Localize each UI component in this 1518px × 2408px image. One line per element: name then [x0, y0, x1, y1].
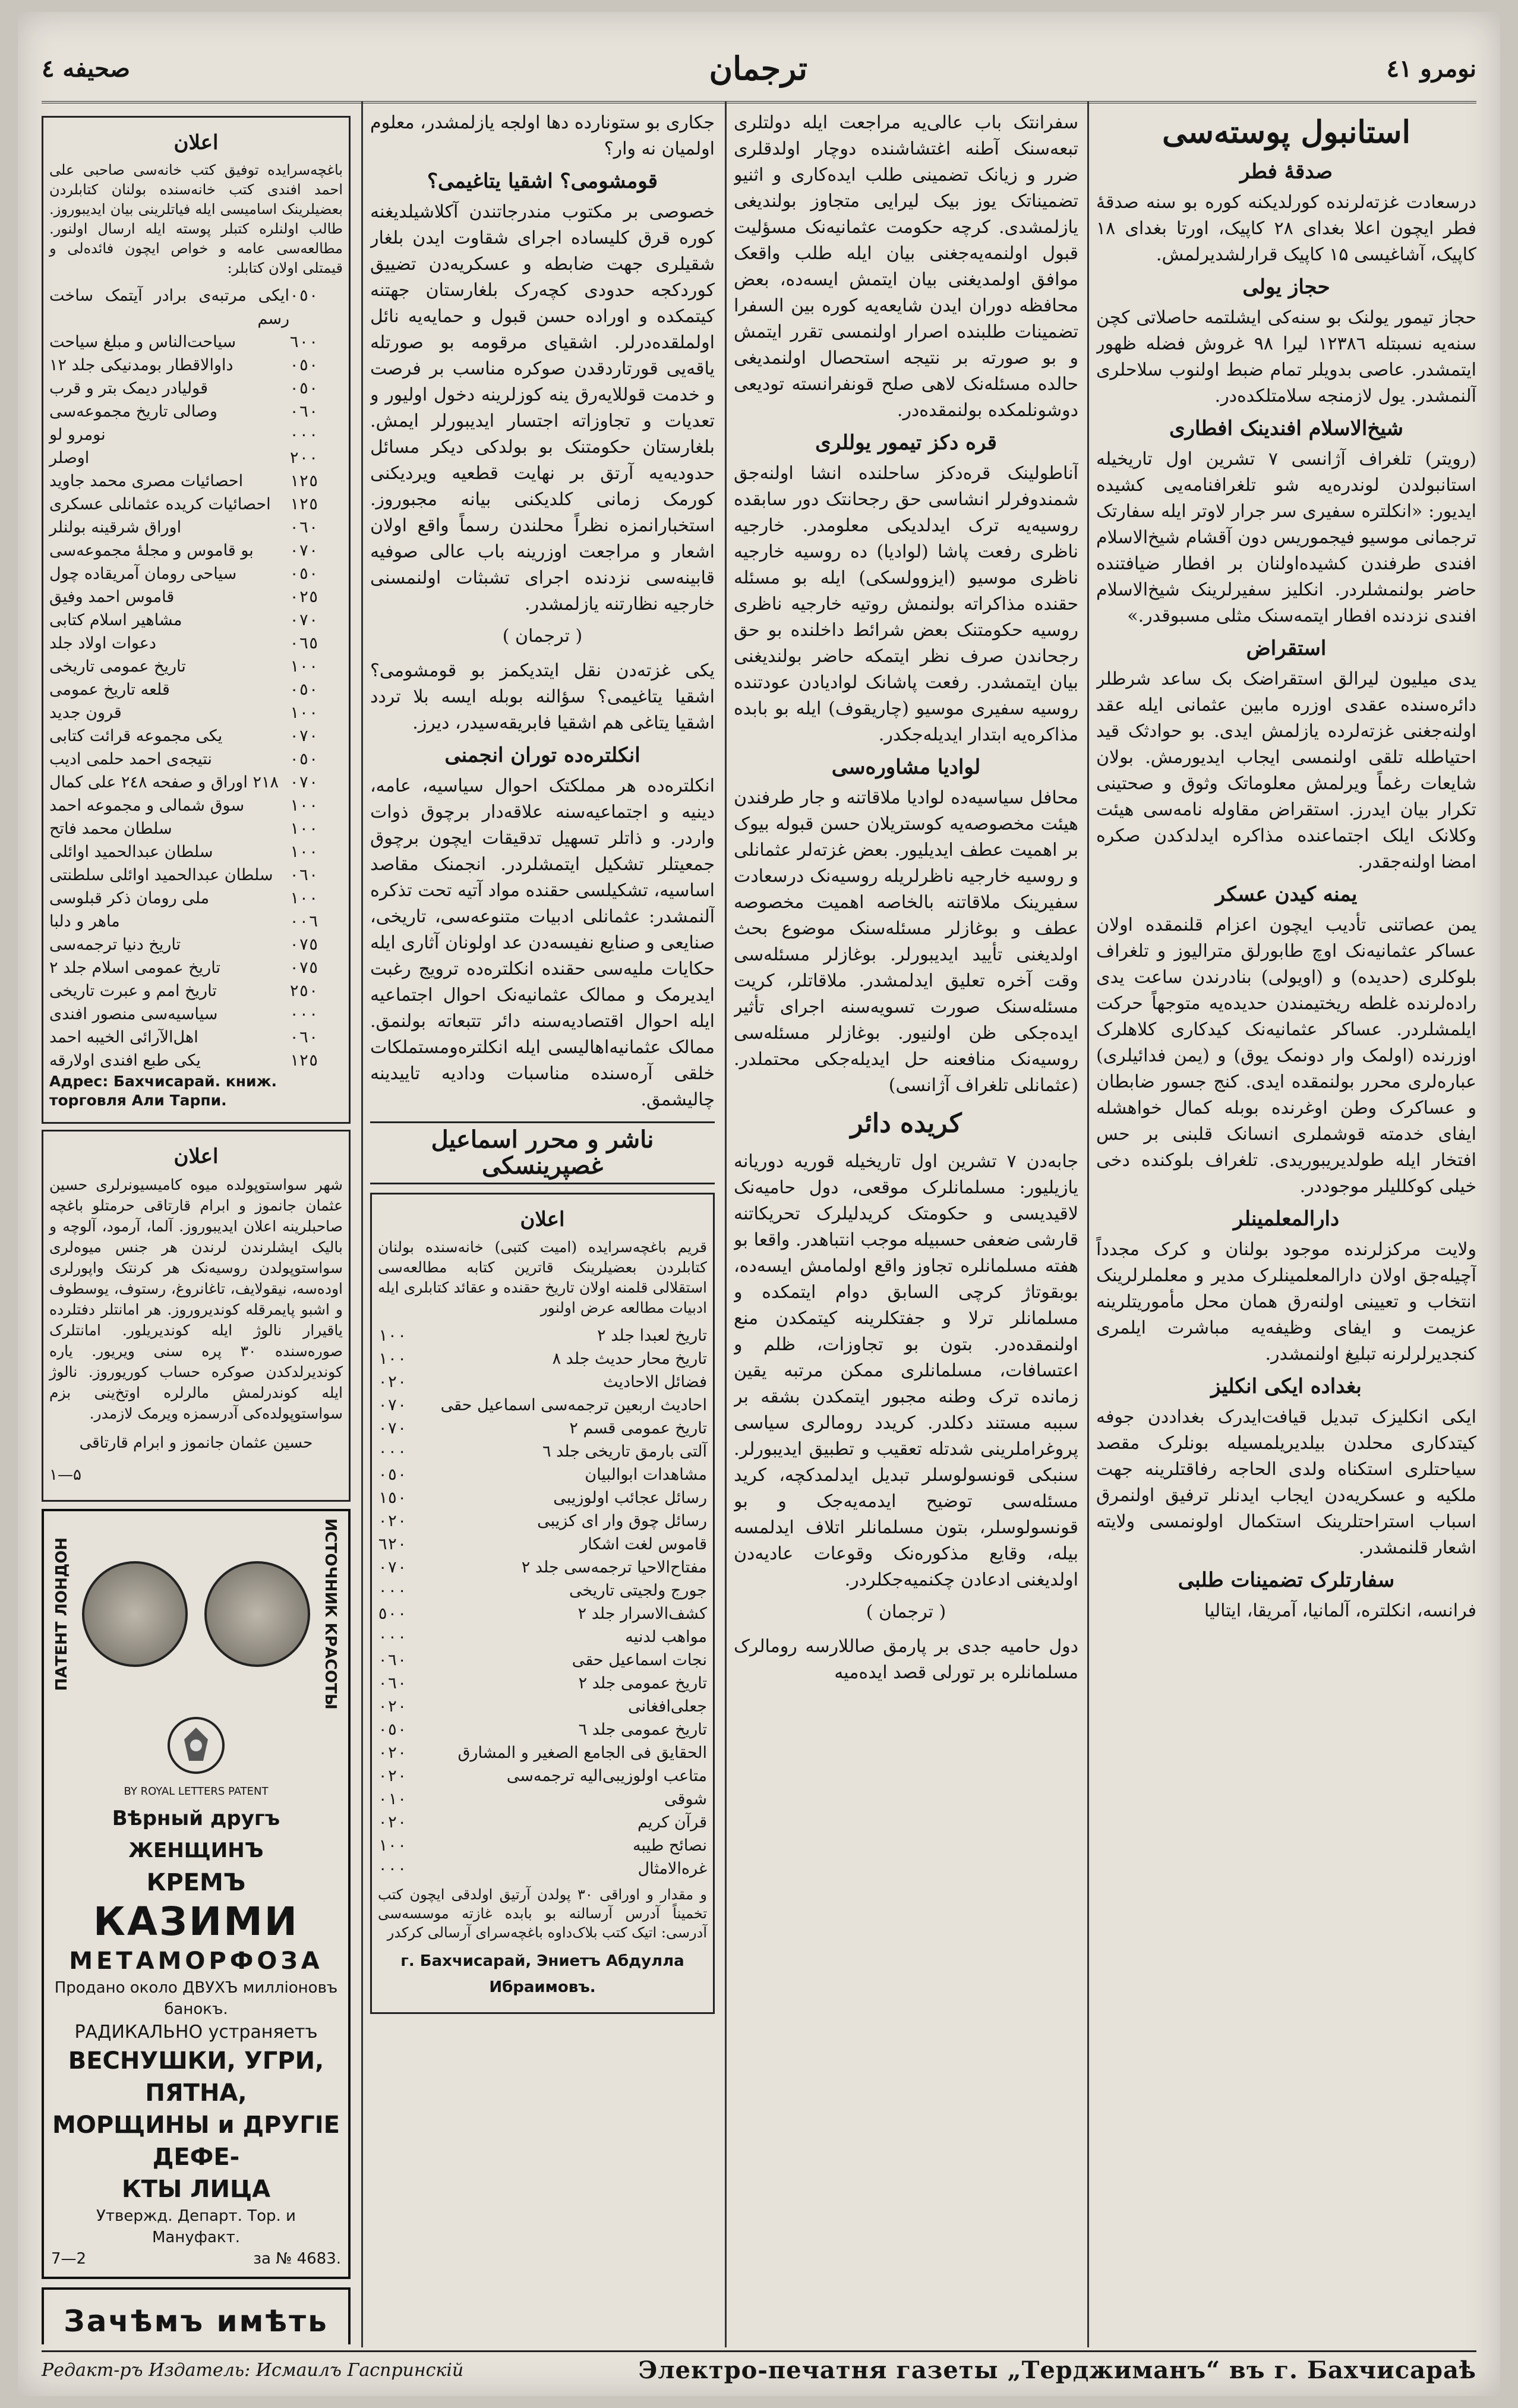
item-price: ۲٥۰ [289, 982, 318, 1000]
column-commentary [370, 110, 715, 2344]
item-price: ۰۲۰ [378, 1697, 407, 1716]
item-title: بو قاموس و مجلهٔ مجموعه‌سی [49, 541, 254, 560]
item-title: آلتی بارمق تاریخی جلد ٦ [542, 1442, 707, 1461]
item-price: ۰٥۰ [289, 680, 318, 699]
section-heading: دارالمعلمینلر [1233, 1207, 1340, 1231]
item-price: ۰٦۰ [289, 866, 318, 884]
list-item [378, 1463, 707, 1486]
section-heading: بغداده ایکی انکلیز [1211, 1375, 1362, 1398]
list-item [49, 284, 343, 330]
item-title: مشاهدات ابوالبیان [585, 1465, 707, 1484]
list-item [378, 1417, 707, 1440]
section-heading: سفارتلرک تضمینات طلبی [1178, 1568, 1395, 1592]
crete-heading: کریده دائر [850, 1108, 962, 1139]
brand-sub: МЕТАМОРФОЗА [69, 1947, 323, 1975]
sold-line: Продано около ДВУХЪ милліоновъ банокъ. [54, 1978, 338, 2018]
paragraph: یکی غزته‌دن نقل ایتدیکمز بو قومشومی؟ اشقیا یتاغیمی؟ سؤالنه بوبله ایسه بلا تردد اشقیا یتاغی هم اشقیا فابریقه‌سیدر، دیرز. [370, 660, 715, 733]
ad-address: г. Бахчисарай, Эниетъ Абдулла Ибраимовъ. [400, 1952, 684, 1996]
ad-address: Адрес: Бахчисарай. книж. торговля Али Тарпи. [49, 1073, 277, 1109]
item-title: تاریخ عمومی قسم ۲ [569, 1419, 707, 1438]
section-heading: صدقهٔ فطر [1240, 160, 1333, 184]
paper-name: ترجمان [709, 49, 807, 87]
item-title: سلطان عبدالحمید اوائلی سلطنتی [49, 866, 273, 884]
column-rule [361, 101, 363, 2347]
item-price: ۰۲۰ [378, 1512, 407, 1530]
item-title: تاریخ محار حدیث جلد ٨ [552, 1350, 707, 1368]
item-price: ۰۲٥ [289, 588, 318, 606]
item-price: ۲۰۰ [289, 449, 318, 467]
list-item [378, 1370, 707, 1394]
item-price: ۰۰۰ [378, 1628, 407, 1646]
item-title: ۲۱۸ اوراق و صفحه ۲٤۸ علی کمال [49, 773, 279, 792]
section-text: یمن عصاتنی تأدیب ایچون اعزام قلنمقده اولان عساکر عثمانیه‌نک اوچ طابورلق مترالیوز و تلغراف بلوکلری (حدیده) و (اویولی) بنادرندن ساعت یدی راده‌لرنده غلطه ریختیمندن حدیده‌یه متوجهاً حرکت ایلمشلردر. عساکر عثمانیه‌نک کیدکاری کلاهلرک اوزرنده (اولمک وار دونمک یوق) و (یمن فدائیلری) عباره‌لری محرر بولنمقده ایدی. کنج جسور ضابطان و عساکرک وطن اوغرنده بوبله کمال خواهشله ایفای خدمته قوشملری انسانک قلبنی بر حس افتخار ایله طولدیریبوریدی. تلغراف بلوکنده دخی خیلی کوکللیلر موجوددر. [1096, 915, 1476, 1197]
item-title: مفتاح‌الاحیا ترجمه‌سی جلد ۲ [521, 1558, 707, 1577]
radical-line: РАДИКАЛЬНО устраняетъ [74, 2021, 318, 2043]
item-title: مواهب لدنیه [625, 1628, 707, 1646]
list-item [378, 1509, 707, 1533]
item-price: ۰۷۰ [289, 541, 318, 560]
item-price: ۰۰۰ [378, 1581, 407, 1600]
paragraph: محافل سیاسیه‌ده لوادیا ملاقاتنه و جار طرفندن هیئت مخصوصه‌یه کوستریلان حسن قبوله بیوک بر اهمیت عطف ایدیلیور. بعض غزته‌لر عثمانلی و روسیه خارجیه ناظرلریله روسیه‌نک درسعادت سفیرینک ملاقاتنه بالخاصه اهمیت مخصوصه عطف و بوغازلر مسئله‌سنک موضوع بحث اولدیغنی تأیید ایدیبورلر. بوغازلر مسئله‌سی وقت آخره تعلیق ایدلمشدر. ملاقاتلر، کریت مسئله‌سنک صورت تسویه‌سنه اجرای تأثیر ایده‌جکی ظن اولنیور. بوغازلر مسئله‌سی روسیه‌نک منافعنه حل ایدیله‌جکی محتملدر. (عثمانلی تلغراف آژانسی) [734, 787, 1078, 1096]
item-price: ۰٥۰ [289, 565, 318, 583]
item-title: ماهر و دلبا [49, 912, 120, 931]
produce-ad [42, 1130, 351, 1502]
section-text: حجاز تیمور یولنک بو سنه‌کی ایشلتمه حاصلاتی کچن سنه‌یه نسبتله ۱۲۳۸٦ لیرا ۹۸ غروش فضله ظهور ایتمشدر. عاصی بدویلر تمام ضبط اولنوب سلاحلری آلنمشدر. یول لازمنجه سلامتلکده‌در. [1096, 307, 1476, 406]
crest-row [51, 1710, 341, 1781]
list-item [49, 748, 343, 771]
paragraph: آناطولینک قره‌دکز ساحلنده انشا اولنه‌جق شمندوفرلر انشاسی حق رجحانتک دور سابقده روسیه‌یه ترک ایدلدیکی معلومدر. خارجیه ناظری رفعت پاشا (لوادیا) ده روسیه خارجیه ناظری موسیو (ایزوولسکی) ایله بو مسئله حقنده مذاکراته بولنمش روتیه خارجیه ناظری روسیه حکومتنک بعض شرائط داخلنده بو حق رجحاندن صرف نظر ایتمکه حاضر بولندیغنی بیان ایتمشدر. رفعت پاشانک لوادیادن عودتنده روسیه سفیری موسیو (چاریقوف) ایله بو بابده مذاکره‌یه ابتدار ایدیله‌جکدر. [734, 463, 1078, 745]
kazimi-cream-ad [42, 1509, 351, 2279]
item-title: احصائیات مصری محمد جاوید [49, 472, 244, 490]
section-text: فرانسه، انکلتره، آلمانیا، آمریقا، ایتالیا [1204, 1600, 1476, 1621]
masthead [42, 36, 1476, 103]
item-title: کشف‌الاسرار جلد ۲ [577, 1605, 707, 1623]
section-heading: لوادیا مشاوره‌سی [831, 755, 981, 779]
list-item [378, 1788, 707, 1811]
item-title: قولیادر دیمک بتر و قرب [49, 379, 208, 398]
list-item [49, 377, 343, 400]
item-price: ۰٦٥ [289, 634, 318, 653]
item-title: قرون جدید [49, 704, 122, 722]
section-text: ایکی انکلیزک تبدیل قیافت‌ایدرک بغداددن جوفه کیتدکاری محلدن بیلدیریلمسیله بونلرک مقصد سیاحتلری استکناه ولدی الحاجه رفاقتلرینه جهت ملکیه و عسکریه‌دن ایجاب ایدنلر ترفیق اولنمرق اسباب استراحتلرینک استکمال اولونمسی ولایته اشعار قلنمشدر. [1096, 1407, 1476, 1558]
bookstore-ad [42, 116, 351, 1124]
item-price: ۱۰۰ [378, 1350, 407, 1368]
list-item [49, 863, 343, 887]
paragraph: جکاری بو ستونارده دها اولجه یازلمشدر، معلوم اولمیان نه وار؟ [370, 112, 715, 159]
item-price: ۰٦۰ [378, 1651, 407, 1669]
list-item [49, 609, 343, 632]
section-heading: قومشومی؟ اشقیا یتاغیمی؟ [427, 169, 658, 193]
section-heading: یمنه کیدن عسکر [1215, 882, 1358, 906]
item-price: ۱۰۰ [289, 704, 318, 722]
list-item [378, 1741, 707, 1764]
item-title: داوالاقطار بومدنیکی جلد ۱۲ [49, 356, 233, 374]
list-item [49, 423, 343, 446]
item-price: ۰۷٥ [289, 935, 318, 954]
list-item [49, 1003, 343, 1026]
item-title: یکی مجموعه قرائت کتابی [49, 727, 223, 745]
list-item [49, 400, 343, 423]
item-title: جورج ولجیتی تاریخی [569, 1581, 707, 1600]
list-item [49, 446, 343, 469]
column-ads [42, 110, 351, 2344]
item-title: وصالی تاریخ مجموعه‌سی [49, 402, 217, 421]
list-item [49, 910, 343, 933]
item-price: ۱۰۰ [378, 1326, 407, 1345]
item-title: سیاحت‌الناس و مبلغ سیاحت [49, 333, 236, 351]
list-item [378, 1556, 707, 1579]
item-title: اوراق شرقینه بولنلر [49, 518, 182, 537]
item-title: ایکی مرتبه‌ی برادر آیتمک ساخت رسم [49, 286, 289, 328]
list-item [378, 1347, 707, 1370]
approval-numbers [51, 2248, 341, 2270]
item-title: یکی طبع افندی اولارقه [49, 1051, 201, 1070]
list-item [378, 1394, 707, 1417]
item-price: ۰٦۰ [289, 518, 318, 537]
item-title: نجات اسماعیل حقی [572, 1651, 707, 1669]
item-title: نومرو لو [49, 426, 106, 444]
list-item [49, 585, 343, 609]
item-title: نتیجه‌ی احمد حلمی ادیب [49, 750, 212, 768]
patent-label: ПАТЕНТ ЛОНДОН [53, 1537, 71, 1691]
item-price: ٦۲۰ [378, 1535, 407, 1553]
ad-seal-row [51, 1518, 341, 1710]
item-price: ۰۱۰ [378, 1790, 407, 1808]
price-list [49, 284, 343, 1072]
price-list [378, 1324, 707, 1880]
paragraph: سفرانتک باب عالی‌یه مراجعت ایله دولتلری تبعه‌سنک آطنه اغتشاشنده دوچار اولدقلری ضرر و زیانک تضمینی طلب ایده‌کاری و اثنیو تضمیناتک یوز بیک لیرایی متجاوز بولندیغی یازلمشدی. کرچه حکومت عثمانیه‌نک مسؤلیت قبول اولنمه‌یه‌جغنی بیان ایله طلب واقعک موافق اولمدیغنی بیان ایتمش ایسه‌ده، بعض محافظه دوران ایدن شایعه‌یه کوره بین السفرا تضمینات طلبنده اصرار اولنمسی تقرر ایتمش و بو صورته بر نتیجه استحصال اولنمدیغی حالده مسئله‌نک لاهی صلح قونفرانسته تودیعی دوشونلمکده بولنمقده‌در. [734, 112, 1078, 421]
ad-title: اعلان [173, 1145, 219, 1168]
item-title: تاریخ لعبدا جلد ۲ [597, 1326, 707, 1345]
signature: ( ترجمان ) [502, 626, 583, 647]
list-item [378, 1695, 707, 1718]
item-title: فضائل الاحادیث [603, 1373, 707, 1391]
column-news [734, 110, 1078, 2344]
signature: ( ترجمان ) [866, 1602, 946, 1622]
item-title: سوق شمالی و مجموعه احمد [49, 796, 245, 815]
item-price: ۰٥۰ [378, 1720, 407, 1739]
brand-line [51, 1867, 341, 1945]
item-title: سلطان عبدالحمید اوائلی [49, 843, 213, 861]
portrait-seal-icon [82, 1561, 188, 1667]
item-price: ۰۲۰ [378, 1744, 407, 1762]
ad-slogan: Вѣрный другъ ЖЕНЩИНЪ [112, 1806, 280, 1862]
page-label: صحیفه ٤ [42, 54, 130, 83]
ad-title: اعلان [520, 1208, 565, 1231]
item-title: تاریخ عمومی تاریخی [49, 657, 186, 676]
item-title: غره‌الامثال [638, 1859, 707, 1878]
item-title: قرآن کریم [638, 1813, 707, 1832]
printing-line: Электро-печатня газеты „Терджиманъ“ въ г. Бахчисараѣ [638, 2356, 1476, 2384]
list-item [49, 469, 343, 493]
item-price: ٦۰۰ [289, 333, 318, 351]
item-price: ۰۰۰ [289, 1005, 318, 1023]
list-item [378, 1579, 707, 1602]
list-item [378, 1625, 707, 1649]
list-item [49, 887, 343, 910]
item-price: ۰٦۰ [289, 1028, 318, 1047]
item-price: ۰۲۰ [378, 1767, 407, 1785]
list-item [378, 1834, 707, 1857]
item-price: ۰۰۰ [289, 426, 318, 444]
item-price: ۱۲٥ [289, 495, 318, 513]
item-title: سلطان محمد فاتح [49, 820, 172, 838]
item-price: ۰۷٥ [289, 959, 318, 977]
item-title: شوقی [664, 1790, 707, 1808]
section-heading: شیخ‌الاسلام افندینک افطاری [1169, 417, 1403, 440]
list-item [49, 516, 343, 539]
item-price: ۱٥۰ [378, 1489, 407, 1507]
item-price: ۰۰۰ [378, 1859, 407, 1878]
item-price: ۰٥۰ [289, 356, 318, 374]
item-price: ۰۷۰ [378, 1558, 407, 1577]
paragraph: انکلتره‌ده هر مملکتک احوال سیاسیه، عامه، دینیه و اجتماعیه‌سنه علاقه‌دار برچوق ذوات واردر. و ذاتلر تسهیل تدقیقات ایچون برچوق جمعیتلر تشکیل ایتمشلردر. انجمنک مقاصد اساسیه، تشکیلسی حقنده مواد آتیه تحت تذکره آلنمشدر: عثمانلی ادبیات متنوعه‌سی، تاریخی، صنایعی و صنایع نفیسه‌دن عد اولونان آثاری ایله حکایات ملیه‌سی حقنده انکلتره‌ده ترویج رغبت ایدیرمک و ممالک عثمانیه‌نک احوال اجتماعیه ایله احوال اقتصادیه‌سنه دائر تتبعاته بولنمق. ممالک عثمانیه‌اهالیسی ایله انکلتره‌ومستملکات خلقی آره‌سنده مناسبات ودادیه تاییدینه چالیشمق. [370, 776, 715, 1110]
defect-list-2: МОРЩИНЫ и ДРУГІЕ ДЕФЕ- [52, 2111, 340, 2171]
section-heading: استقراض [1246, 636, 1327, 660]
item-price: ۰٦۰ [378, 1674, 407, 1692]
item-title: سیاحی رومان آمریقاده چول [49, 565, 237, 583]
item-title: الحقایق فی الجامع الصغیر و المشارق [457, 1744, 707, 1762]
list-item [378, 1440, 707, 1463]
item-price: ۱۰۰ [289, 889, 318, 907]
item-title: قاموس احمد وفیق [49, 588, 175, 606]
book-ad [370, 1193, 715, 2014]
list-item [49, 840, 343, 863]
section-heading: انکلتره‌ده توران انجمنی [444, 743, 640, 767]
list-item [49, 330, 343, 354]
section-heading: حجاز یولی [1242, 275, 1330, 299]
item-price: ۰٦۰ [289, 402, 318, 421]
item-title: اوصلر [49, 449, 90, 467]
item-price: ۱۰۰ [289, 820, 318, 838]
defect-list-3: КТЫ ЛИЦА [121, 2175, 271, 2203]
ad-title: اعلان [173, 131, 219, 155]
column-title: استانبول پوستەسی [1162, 114, 1410, 150]
list-item [378, 1486, 707, 1509]
paragraph: خصوصی بر مکتوب مندرجاتندن آکلاشیلدیغنه کوره قرق کلیساده اجرای شقاوت ایدن بلغار شقیلری جهت ضابطه و عسکریه‌دن تضییق کوردکجه حدودی کچه‌رک بلغارستان جهتنه کیتمکده و اوراده حسن قبول و حمایه‌یه نائل اولملقده‌درلر. اشقیای مرقومه بو صورتله یاقه‌یی قورتاردقدن صوکره مناسب بر فرصت و خدمت قوللایه‌رق ینه کوزلرینه دخول اولیور و تعدیات و تجاوزاته اجتسار ایدیبورلر ایمش. بلغارستان حکومتنک بو بولدکی دیکر مسائل حدودیه‌یه آرتق بر نهایت قطعیه ویردیکنی کورمک زمانی کلدیکنی بیانه مجبوروز. استخبارانمزه نظراً محلندن رسماً واقع اولان اشعار و مراجعت اوزرینه باب عالی صوفیه قابینه‌سی نزدنده اجرای تشبثات اولنمسنی خارجیه نظارتنه یازلمشدر. [370, 201, 715, 614]
brand-prefix: КРЕМЪ [146, 1868, 246, 1896]
list-item [49, 817, 343, 840]
item-price: ٥۰۰ [378, 1605, 407, 1623]
item-title: تاریخ امم و عبرت تاریخی [49, 982, 217, 1000]
approval-line: Утвержд. Департ. Тор. и Мануфакт. [96, 2207, 296, 2246]
brand-name: КАЗИМИ [93, 1898, 299, 1944]
section-text: درسعادت غزته‌لرنده کورلدیکنه کوره بو سنه صدقهٔ فطر ایچون اعلا بغدای ۲۸ کاپیک، اورتا بغدای ۱۸ کاپیک، آشاغیسی ۱۵ کاپیک قرارلشدیرلمش. [1096, 192, 1476, 265]
item-price: ۰۰٦ [289, 912, 318, 931]
ad-text: باغچه‌سرایده توفیق کتب خانه‌سی صاحبی علی احمد افندی کتب خانه‌سنده بولنان کتابلردن بعضیلرینک اسامیسی ایله فیاتلرینی بیان ایدیبوروز. طالب اولنلره کتبلر پوسته ایله ارسال اولنور. مطالعه‌سی عامه و خواص ایچون فائده‌لی و قیمتلی اولان کتابلر: [49, 162, 343, 276]
list-item [49, 539, 343, 562]
section-heading: قره دکز تیمور یوللری [815, 431, 997, 455]
footer [42, 2350, 1476, 2388]
royal-crest-icon [160, 1710, 232, 1781]
list-item [49, 933, 343, 956]
item-price: ۱۰۰ [289, 843, 318, 861]
royal-patent-line: BY ROYAL LETTERS PATENT [124, 1785, 269, 1798]
list-item [49, 979, 343, 1003]
ad-intro: قریم باغچه‌سرایده (امیت کتبی) خانه‌سنده بولنان کتابلردن بعضیلرینک قاترین کتابه مطالعه‌سی استقلالی قلمنه اولان تاریخ حقنده و عقائد کتابلری ایله ادبیات مطالعه عرض اولنور [378, 1238, 707, 1316]
column-rule [1087, 101, 1089, 2347]
item-price: ۱۰۰ [378, 1836, 407, 1855]
list-item [49, 493, 343, 516]
item-price: ۱۲٥ [289, 472, 318, 490]
ad-headline: Зачѣмъ имѣть [64, 2303, 329, 2338]
item-price: ۰٥۰ [289, 750, 318, 768]
list-item [378, 1672, 707, 1695]
approval-ref: 7—2 [51, 2249, 87, 2268]
section-text: ولایت مرکزلرنده موجود بولنان و کرک مجدداً آچیله‌جق اولان دارالمعلمینلرک مدیر و معلملرلرینک انتخاب و تعیینی اولنه‌رق همان محل مأموریتلرینه عزیمت و ایفای وظیفه‌یه مباشرت ایلمری کنجدیرلرلرنه تبلیغ اولنمشدر. [1096, 1239, 1476, 1364]
editor-line: Редакт-ръ Издатель: Исмаилъ Гаспринскiй [42, 2359, 464, 2381]
list-item [378, 1764, 707, 1788]
item-price: ۱۰۰ [289, 796, 318, 815]
list-item [378, 1602, 707, 1625]
list-item [378, 1718, 707, 1741]
item-title: احصائیات کریده عثمانلی عسکری [49, 495, 271, 513]
item-title: تاریخ دنیا ترجمه‌سی [49, 935, 181, 954]
section-text: (رویتر) تلغراف آژانسی ۷ تشرین اول تاریخیله استانبولدن لوندره‌یه شو تلغرافنامه‌یی کشیده ایدیور: «انکلتره سفیری سر جرار لاوتر ایله سفارتک ترجمانی موسیو فیجموریس دون آقشام شیخ‌الاسلام افندی طرفندن کشیده‌اولنان بر افطار ضیافتنده حاضر بولنمشلردر. انکلیز سفیرلرینک شیخ‌الاسلام افندی نزدنده افطار ایتمه‌سنک مثلی مسبوقدر.» [1096, 449, 1476, 626]
list-item [49, 724, 343, 748]
list-item [49, 771, 343, 794]
list-item [49, 701, 343, 724]
item-title: قلعه تاریخ عمومی [49, 680, 170, 699]
column-rule [725, 101, 727, 2347]
list-item [378, 1857, 707, 1880]
newspaper-page [18, 12, 1500, 2396]
paragraph: دول حامیه جدی بر پارمق صاللارسه رومالرک مسلمانلره بر تورلی قصد ایده‌میه [734, 1636, 1078, 1683]
item-title: احادیث اربعین ترجمه‌سی اسماعیل حقی [440, 1396, 707, 1414]
item-title: رسائل عجائب اولوزیبی [553, 1489, 707, 1507]
list-item [378, 1533, 707, 1556]
list-item [49, 1049, 343, 1072]
item-price: ۰٥۰ [378, 1465, 407, 1484]
item-title: متاعب اولوزیبی‌الیه ترجمه‌سی [506, 1767, 707, 1785]
item-price: ۰٥۰ [289, 379, 318, 398]
paragraph: جابه‌دن ۷ تشرین اول تاریخیله قوریه دوریانه یازیلیور: مسلمانلرک موقعی، دول حامیه‌نک لاقیدیسی و حکومتک کریدلیلرک تحریکاتنه قارشی ضعفی حسبیله موجب انتباهدر. واقعا بو هفته مسلمانلره تجاوز واقع اولمامش ایسه‌ده، بوبقوتاژ کرچی السابق دوام ایتمکده و مسلمانلر ترلا و جفتکلرینه کیتمکدن منع اولنمقده‌در. بتون بو تجاوزات، ظلم و اعتسافات، مسلمانلری ممکن مرتبه یقین زمانده ترک وطنه مجبور ایتمکدن بشقه بر سببه مستند دکلدر. کریدد رومالری سیاسی پروغراملرینی شدتله تعقیب و تطبیق ایدیبورلر. سنبکی قونسولوسلر تبدیل ایدلمدکچه، کرید مسئله‌سی توضیح ایدمه‌یه‌جک و بو قونسولوسلر، بتون مسلمانلر اتلاف ایدلمسه بیله، وقایع مذکوره‌نک وقوعات عادیه‌دن اولدیغنی ادعادن چکنمیه‌جکلردر. [734, 1151, 1078, 1590]
item-title: ملی رومان ذکر قبلوسی [49, 889, 210, 907]
item-price: ۰۰۰ [378, 1442, 407, 1461]
column-istanbul-post [1096, 110, 1476, 2344]
list-item [49, 956, 343, 979]
approval-number: за № 4683. [253, 2249, 341, 2268]
item-price: ۰۲۰ [378, 1813, 407, 1832]
item-price: ۱۲٥ [289, 1051, 318, 1070]
list-item [378, 1324, 707, 1347]
item-title: تاریخ عمومی جلد ۲ [578, 1674, 707, 1692]
item-title: تاریخ عمومی جلد ٦ [578, 1720, 707, 1739]
list-item [49, 655, 343, 678]
item-price: ۰۷۰ [289, 611, 318, 629]
item-title: سیاسیه‌سی منصور افندی [49, 1005, 218, 1023]
list-item [49, 1026, 343, 1049]
item-price: ۰۷۰ [289, 727, 318, 745]
list-item [49, 794, 343, 817]
issue-number: نومرو ٤١ [1386, 54, 1476, 83]
list-item [49, 354, 343, 377]
item-title: جعلی‌افغانی [628, 1697, 707, 1716]
item-title: دعوات اولاد جلد [49, 634, 156, 653]
list-item [378, 1649, 707, 1672]
defect-list-1: ВЕСНУШКИ, УГРИ, ПЯТНА, [68, 2047, 324, 2107]
ad-ref: ۱—۵ [49, 1466, 81, 1484]
ad-note: و مقدار و اوراقی ۳۰ پولدن آرتیق اولدقی ایچون کتب تخمیناً آدرس آرسالنه بو بابده غازته موسسه‌سی آدرسی: اتیک کتب بلاک‌داوه باغچه‌سرای آرسالی کرکدر [378, 1886, 707, 1941]
item-price: ۰۷۰ [289, 773, 318, 792]
suit-fabric-ad [42, 2287, 351, 2344]
item-title: قاموس لغت اشکار [580, 1535, 707, 1553]
item-title: اهل‌الآرائی الخیبه احمد [49, 1028, 198, 1047]
list-item [49, 632, 343, 655]
item-title: تاریخ عمومی اسلام جلد ۲ [49, 959, 220, 977]
list-item [49, 678, 343, 701]
item-title: رسائل چوق وار ای کزیبی [537, 1512, 707, 1530]
item-price: ۰۷۰ [378, 1419, 407, 1438]
item-title: مشاهیر اسلام کتابی [49, 611, 182, 629]
list-item [49, 562, 343, 585]
section-text: یدی میلیون لیرالق استقراضک بک ساعد شرطلر دائره‌سنده عقدی اوزره مابین عثمانی ایله عقد اولنه‌جغنی غزته‌لرده یازلمش ایدی. بو حوادثک قید احتیاطله تلقی اولنمسی ایجاب ایدیورمش. بولان شایعات رغماً ویرلمش معلوماتک وثوق و صحتینی تکرار بیان ایدرز. استقراض مقاوله نامه‌سی هیئت وکلانک ایلک اجتماعنده مذاکره ایدلدکدن صکره امضا اولنه‌جقدر. [1096, 669, 1476, 872]
item-title: نصائح طیبه [633, 1836, 707, 1855]
portrait-seal-icon [204, 1561, 310, 1667]
ad-text: شهر سواستوپولده میوه کامیسیونرلری حسین عثمان جانموز و ابرام قارتاقی حرمتلو باغچه صاحبلرینه اعلان ایدیبوروز. آلما، آرمود، آلوچه و بالیک ایشلرندن لرندن هر جنس میوه‌لری سواستوپولدن روسیه‌نک هر کرنتک واپورلری اوده‌سه، نیقولایف، تاغانروغ، رستوف، یوسطوف و اشبو پایمرقله کوندیروروز. هر امانتلر دفتلرده یاقیرار نالوژ ایله کوندیریلور. امانتلرک صوره‌سنده ۳۰ پره سنی ویریور. یاره کوندیرلدکدن صوکره حساب کوریوروز. نالوژ ایله کوندرلمش مالرلره اوتخ‌ینی بزم سواستوپولده‌کی آدرسمزه ویرمک لازمدر. [49, 1176, 343, 1422]
item-price: ۰۲۰ [378, 1373, 407, 1391]
publisher-box: ناشر و محرر اسماعیل غصپرینسکی [370, 1121, 715, 1184]
list-item [378, 1811, 707, 1834]
item-price: ۰۷۰ [378, 1396, 407, 1414]
item-price: ۱۰۰ [289, 657, 318, 676]
ad-signature: حسین عثمان جانموز و ابرام قارتاقی [79, 1434, 313, 1452]
item-price: ۰٥۰ [289, 286, 318, 305]
beauty-source-label: ИСТОЧНИК КРАСОТЫ [321, 1518, 339, 1710]
